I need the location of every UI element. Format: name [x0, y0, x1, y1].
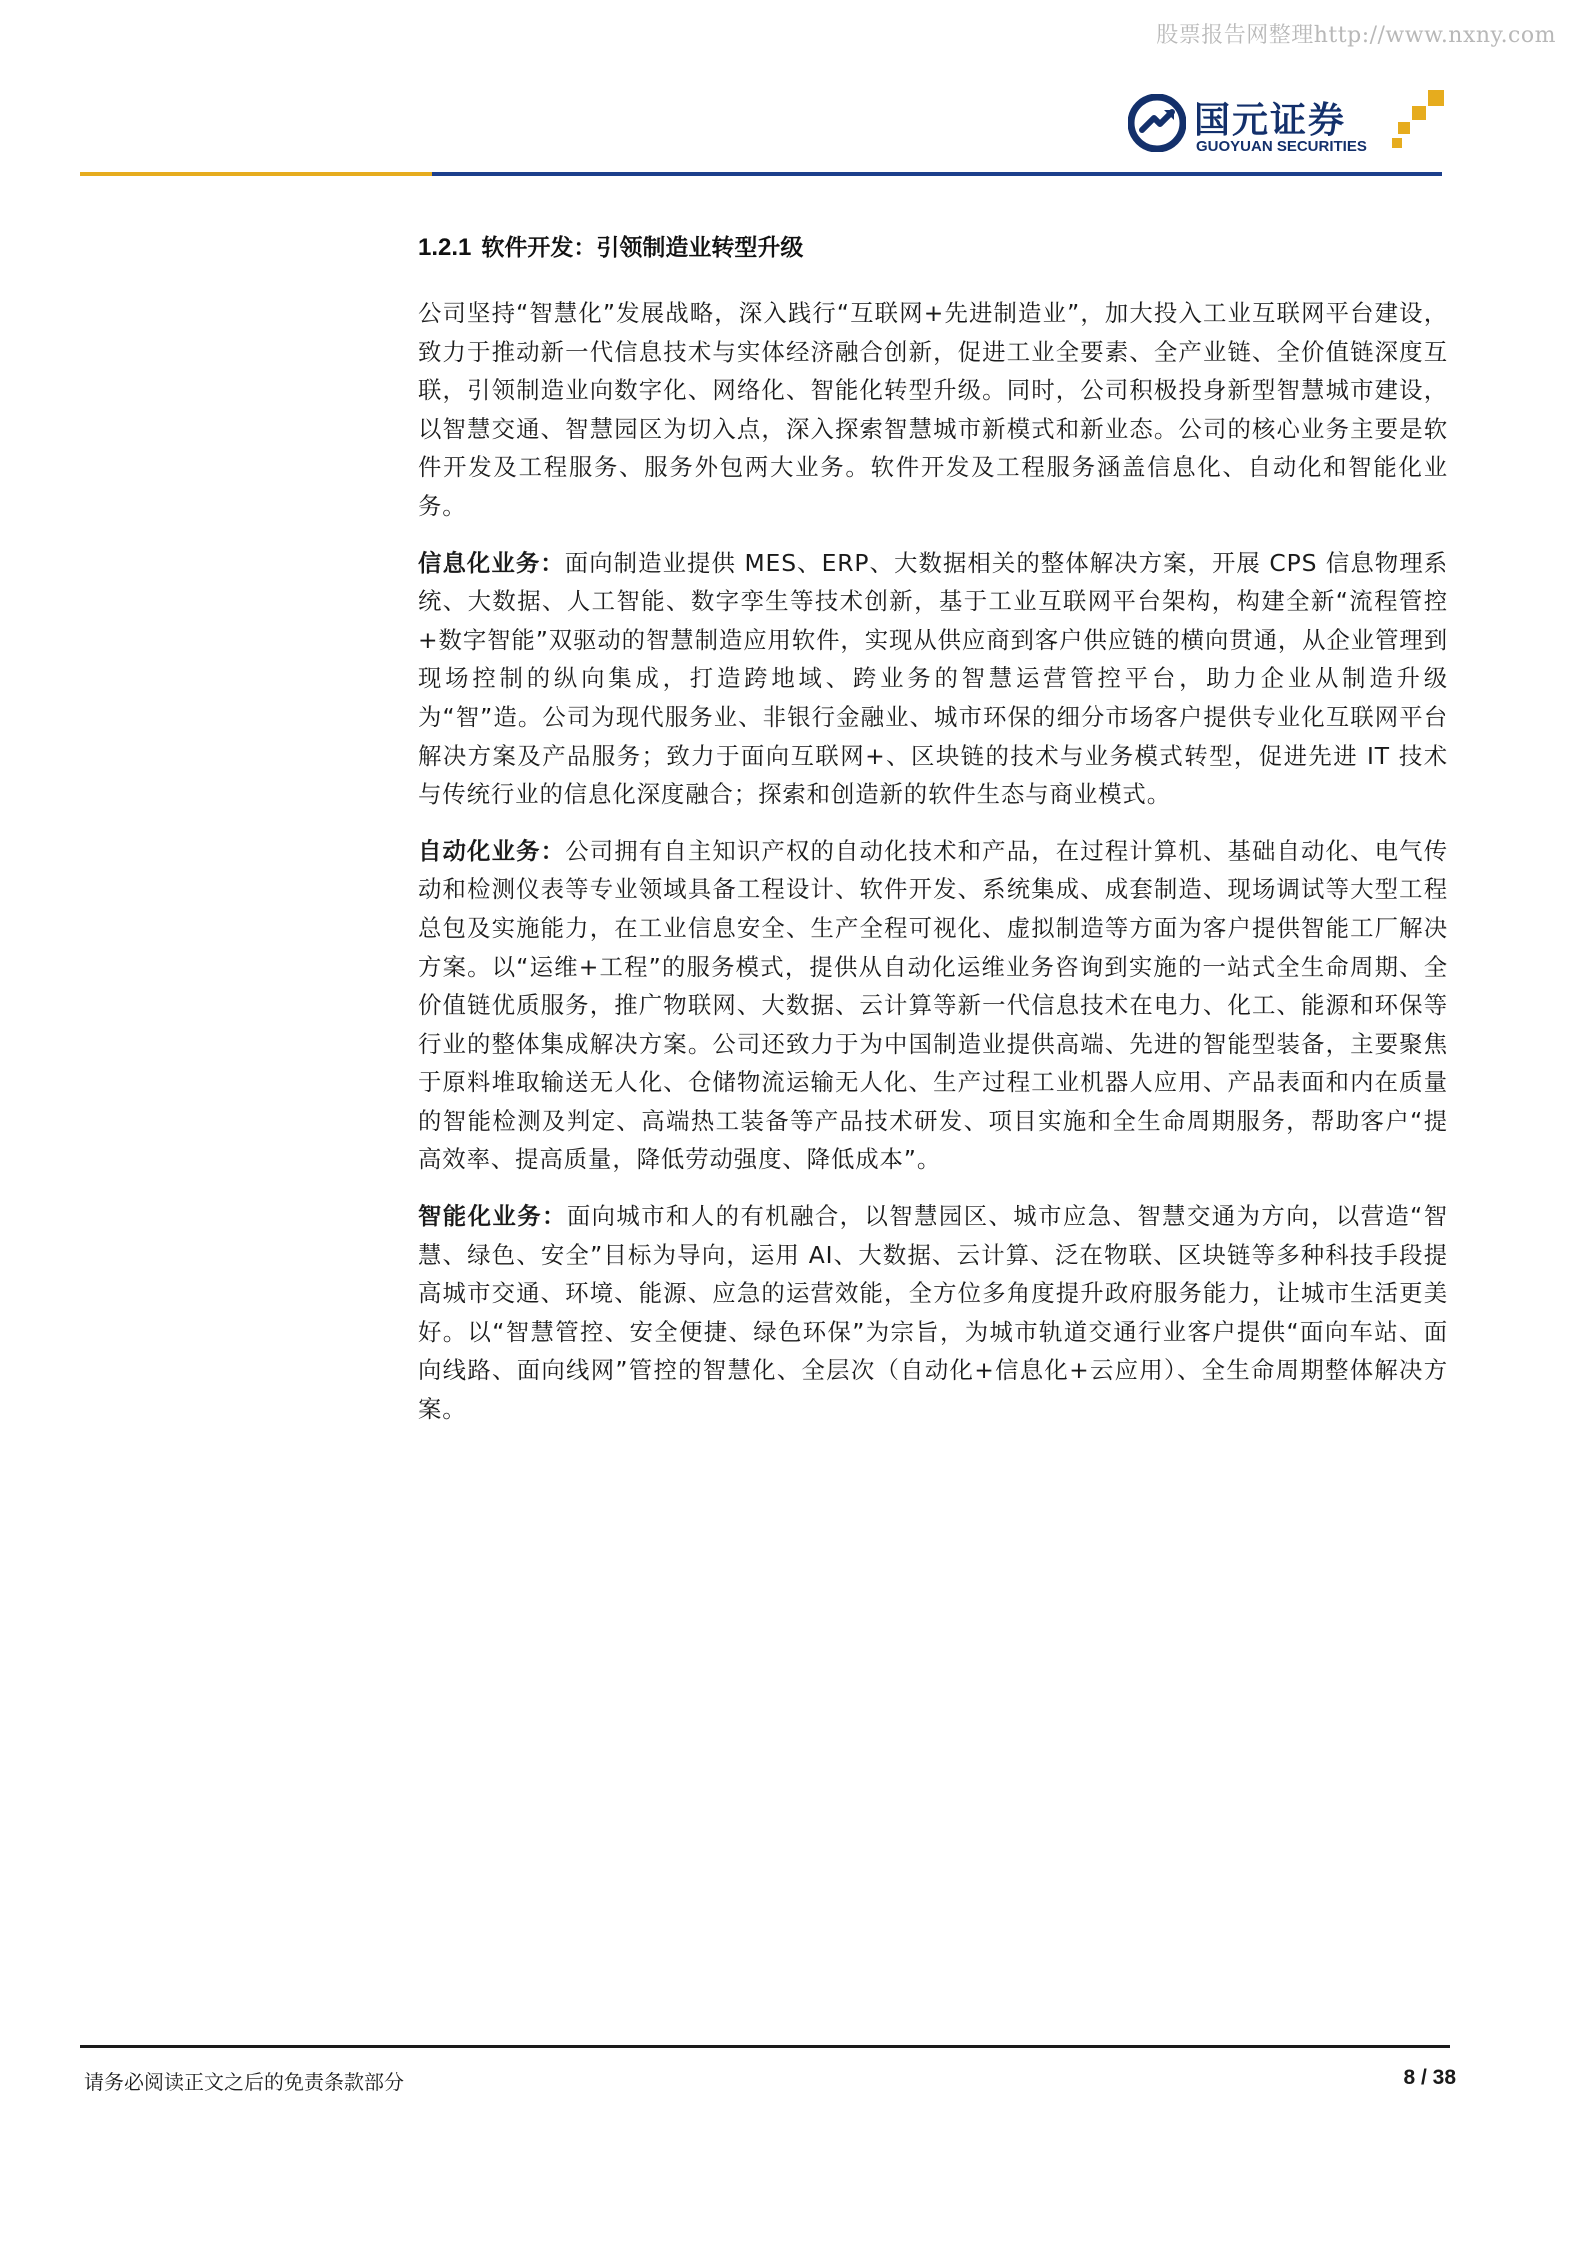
paragraph-text: 公司坚持“智慧化”发展战略，深入践行“互联网+先进制造业”，加大投入工业互联网平台建设，致力于推动新一代信息技术与实体经济融合创新，促进工业全要素、全产业链、全价值链深度互联，引领制造业向数字化、网络化、智能化转型升级。同时，公司积极投身新型智慧城市建设，以智慧交通、智慧园区为切入点，深入探索智慧城市新模式和新业态。公司的核心业务主要是软件开发及工程服务、服务外包两大业务。软件开发及工程服务涵盖信息化、自动化和智能化业务。	[418, 299, 1448, 520]
intro-paragraph	[418, 294, 1448, 526]
logo-name-en: GUOYUAN SECURITIES	[1196, 138, 1367, 155]
header-divider	[80, 172, 1442, 176]
section-title-text: 软件开发：引领制造业转型升级	[481, 235, 804, 261]
section-heading	[418, 228, 1448, 268]
paragraph-lead: 信息化业务：	[418, 548, 565, 577]
footer-disclaimer: 请务必阅读正文之后的免责条款部分	[84, 2070, 404, 2094]
paragraph-lead: 智能化业务：	[418, 1202, 567, 1231]
main-content	[418, 228, 1448, 1447]
automation-paragraph	[418, 832, 1448, 1179]
section-number: 1.2.1	[418, 234, 472, 261]
logo-emblem-icon	[1128, 94, 1186, 152]
company-logo	[1128, 88, 1448, 158]
paragraph-text: 面向城市和人的有机融合，以智慧园区、城市应急、智慧交通为方向，以营造“智慧、绿色、安全”目标为导向，运用 AI、大数据、云计算、泛在物联、区块链等多种科技手段提高城市交通、环境、能源、应急的运营效能，全方位多角度提升政府服务能力，让城市生活更美好。以“智慧管控、安全便捷、绿色环保”为宗旨，为城市轨道交通行业客户提供“面向车站、面向线路、面向线网”管控的智慧化、全层次（自动化+信息化+云应用）、全生命周期整体解决方案。	[418, 1202, 1448, 1424]
footer-divider	[80, 2045, 1450, 2048]
intelligence-paragraph	[418, 1197, 1448, 1429]
watermark-text: 股票报告网整理http://www.nxny.com	[1156, 23, 1556, 48]
page-number: 8 / 38	[1403, 2066, 1456, 2089]
informatization-paragraph	[418, 544, 1448, 814]
paragraph-lead: 自动化业务：	[418, 836, 566, 865]
logo-squares-icon	[1390, 88, 1448, 154]
paragraph-text: 公司拥有自主知识产权的自动化技术和产品，在过程计算机、基础自动化、电气传动和检测仪表等专业领域具备工程设计、软件开发、系统集成、成套制造、现场调试等大型工程总包及实施能力，在工业信息安全、生产全程可视化、虚拟制造等方面为客户提供智能工厂解决方案。以“运维+工程”的服务模式，提供从自动化运维业务咨询到实施的一站式全生命周期、全价值链优质服务，推广物联网、大数据、云计算等新一代信息技术在电力、化工、能源和环保等行业的整体集成解决方案。公司还致力于为中国制造业提供高端、先进的智能型装备，主要聚焦于原料堆取输送无人化、仓储物流运输无人化、生产过程工业机器人应用、产品表面和内在质量的智能检测及判定、高端热工装备等产品技术研发、项目实施和全生命周期服务，帮助客户“提高效率、提高质量，降低劳动强度、降低成本”。	[418, 836, 1448, 1174]
paragraph-text: 面向制造业提供 MES、ERP、大数据相关的整体解决方案，开展 CPS 信息物理系统、大数据、人工智能、数字孪生等技术创新，基于工业互联网平台架构，构建全新“流程管控+数字智能”双驱动的智慧制造应用软件，实现从供应商到客户供应链的横向贯通，从企业管理到现场控制的纵向集成，打造跨地域、跨业务的智慧运营管控平台，助力企业从制造升级为“智”造。公司为现代服务业、非银行金融业、城市环保的细分市场客户提供专业化互联网平台解决方案及产品服务；致力于面向互联网+、区块链的技术与业务模式转型，促进先进 IT 技术与传统行业的信息化深度融合；探索和创造新的软件生态与商业模式。	[418, 548, 1448, 809]
logo-name-cn: 国元证券	[1194, 100, 1347, 141]
